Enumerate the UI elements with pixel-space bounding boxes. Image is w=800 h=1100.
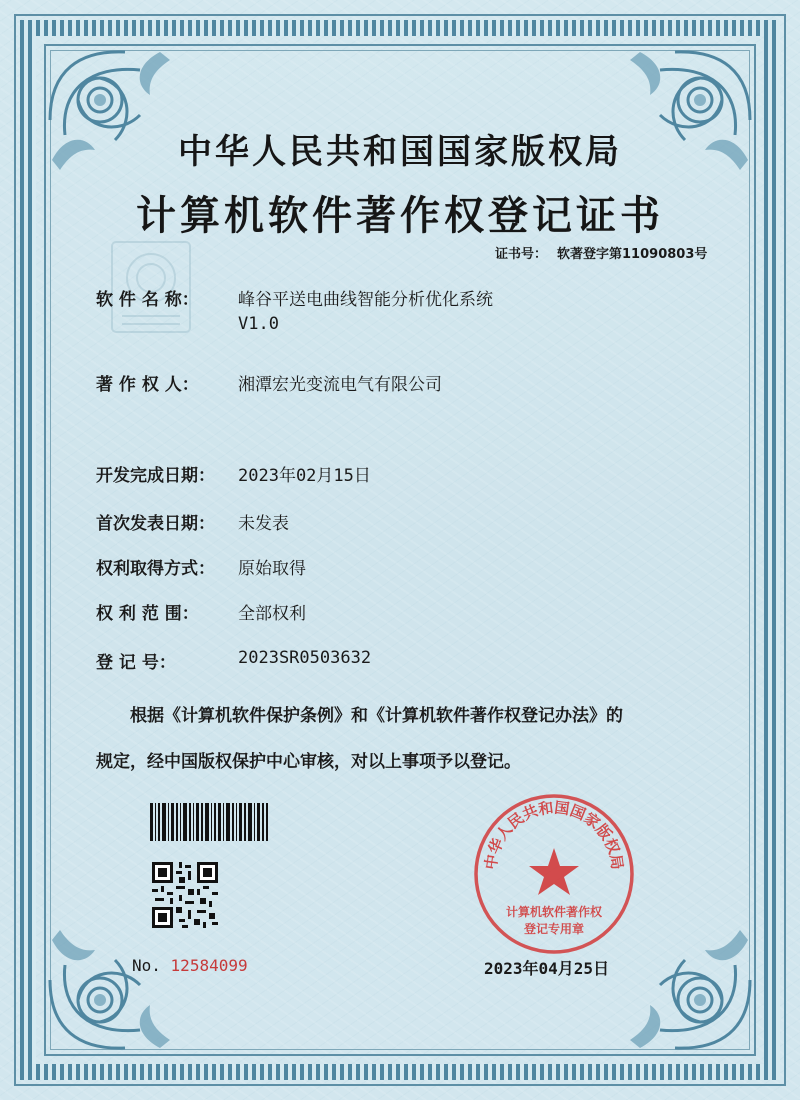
field-label: 软 件 名 称： (96, 290, 199, 310)
field-label: 开发完成日期： (96, 466, 215, 486)
serial-number (132, 956, 248, 975)
field-software-name (96, 285, 493, 334)
statement-line-1: 根据《计算机软件保护条例》和《计算机软件著作权登记办法》的 (130, 706, 623, 726)
completion-date-value: 2023年02月15日 (238, 466, 371, 486)
barcode-icon (150, 803, 268, 841)
corner-ornament-icon (40, 910, 190, 1060)
certificate-number-value: 软著登字第11090803号 (557, 247, 708, 262)
issue-date: 2023年04月25日 (484, 959, 610, 978)
field-registration-number (96, 648, 371, 673)
seal-line-2: 登记专用章 (523, 922, 585, 936)
software-name-value: 峰谷平送电曲线智能分析优化系统 (238, 290, 493, 310)
serial-label: No. (132, 956, 161, 975)
serial-value: 12584099 (170, 956, 248, 975)
field-scope-of-rights (96, 599, 306, 624)
certificate-number-label: 证书号： (495, 247, 548, 262)
scope-of-rights-value: 全部权利 (238, 604, 306, 624)
seal-line-1: 计算机软件著作权 (505, 905, 603, 919)
issuer-title: 中华人民共和国国家版权局 (178, 132, 622, 172)
field-label: 权 利 范 围： (96, 604, 199, 624)
first-publication-date-value: 未发表 (238, 514, 289, 534)
seal-star-icon (529, 848, 579, 895)
software-version: V1.0 (238, 314, 279, 334)
field-label: 权利取得方式： (96, 559, 215, 579)
registration-number-value: 2023SR0503632 (238, 648, 372, 668)
field-first-publication-date (96, 509, 289, 534)
official-seal (470, 790, 638, 958)
copyright-owner-value: 湘潭宏光变流电气有限公司 (238, 375, 442, 395)
field-copyright-owner (96, 370, 442, 395)
field-label: 登 记 号： (96, 653, 176, 673)
field-acquisition-method (96, 554, 306, 579)
certificate-number (495, 243, 707, 262)
qr-code-icon (152, 862, 218, 928)
field-label: 著 作 权 人： (96, 375, 199, 395)
acquisition-method-value: 原始取得 (238, 559, 306, 579)
field-label: 首次发表日期： (96, 514, 215, 534)
field-completion-date (96, 461, 371, 486)
certificate-title: 计算机软件著作权登记证书 (136, 193, 664, 239)
statement-line-2: 规定，经中国版权保护中心审核，对以上事项予以登记。 (96, 752, 521, 772)
seal-arc-text: 中华人民共和国国家版权局 (481, 798, 627, 871)
